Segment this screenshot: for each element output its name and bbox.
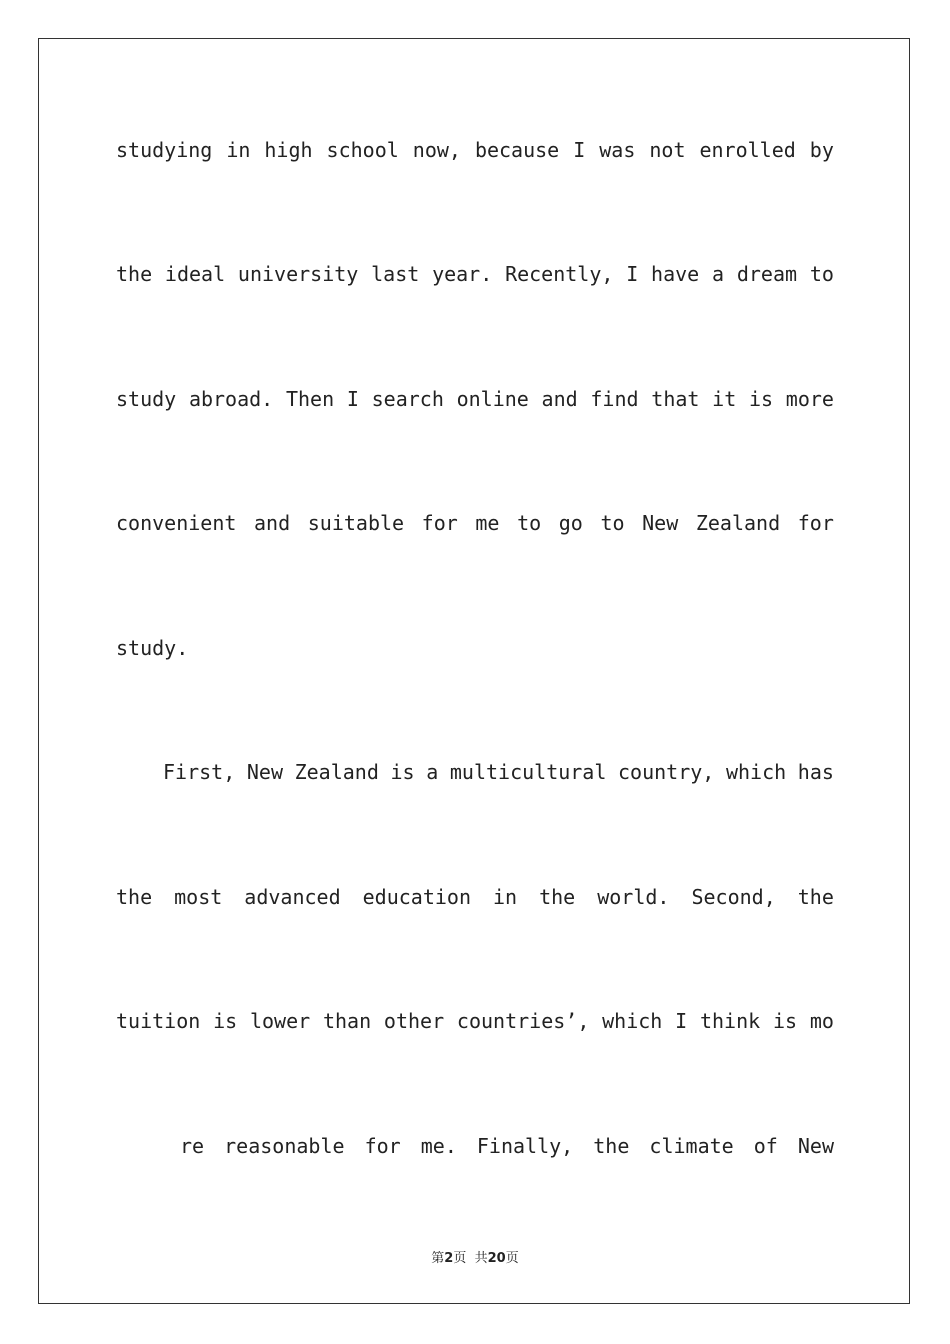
word: the (797, 885, 834, 909)
word: by (809, 138, 834, 162)
word: a (712, 262, 725, 286)
word: not (649, 138, 686, 162)
word: go (558, 511, 583, 535)
word: world. (597, 885, 670, 909)
word: was (599, 138, 636, 162)
word: last (371, 262, 420, 286)
word: find (590, 387, 639, 411)
word: of (753, 1134, 778, 1158)
word: is (748, 387, 774, 411)
word: Finally, (476, 1134, 574, 1158)
text-line-3 (116, 384, 834, 414)
word: study (116, 387, 177, 411)
text-line-1 (116, 135, 834, 165)
page-footer (0, 1247, 950, 1266)
footer-prefix: 第 (431, 1251, 445, 1266)
word: more (785, 387, 834, 411)
word: education (362, 885, 471, 909)
word: than (322, 1009, 372, 1033)
word: abroad. (188, 387, 274, 411)
word: I (573, 138, 586, 162)
word: New (642, 511, 679, 535)
word: which (602, 1009, 663, 1033)
word: the (539, 885, 576, 909)
word: is (772, 1009, 798, 1033)
word: I (346, 387, 359, 411)
word: tuition (116, 1009, 201, 1033)
word: to (600, 511, 625, 535)
text-line-2 (116, 259, 834, 289)
footer-suffix: 页 (505, 1251, 519, 1266)
word: other (383, 1009, 445, 1033)
word: mo (809, 1009, 834, 1033)
text-line-9 (180, 1131, 834, 1161)
word: New (797, 1134, 834, 1158)
word: lower (249, 1009, 311, 1033)
word: climate (649, 1134, 734, 1158)
word: in (226, 138, 251, 162)
word: for (364, 1134, 401, 1158)
text-line-6 (163, 757, 834, 787)
text-line-4 (116, 508, 834, 538)
word: school (326, 138, 399, 162)
word: country, (618, 760, 715, 784)
text-line-5: study. (116, 636, 189, 660)
word: enrolled (699, 138, 796, 162)
word: and (541, 387, 578, 411)
word: and (254, 511, 291, 535)
word: countries’, (456, 1009, 590, 1033)
word: for (421, 511, 458, 535)
word: high (264, 138, 313, 162)
text-line-7 (116, 882, 834, 912)
word: most (174, 885, 223, 909)
word: Then (285, 387, 335, 411)
word: in (493, 885, 518, 909)
word: to (809, 262, 834, 286)
word: First, (163, 760, 236, 784)
word: is (390, 760, 415, 784)
word: Zealand (695, 511, 781, 535)
word: dream (736, 262, 798, 286)
footer-total-pages: 20 (487, 1251, 506, 1266)
footer-mid: 页 共 (453, 1251, 488, 1266)
word: to (517, 511, 542, 535)
word: because (474, 138, 560, 162)
word: me (475, 511, 500, 535)
word: I (626, 262, 639, 286)
word: ideal (164, 262, 226, 286)
word: reasonable (224, 1134, 345, 1158)
word: search (371, 387, 444, 411)
word: re (180, 1134, 205, 1158)
word: that (651, 387, 700, 411)
word: has (797, 760, 834, 784)
text-line-8 (116, 1006, 834, 1036)
word: I (675, 1009, 688, 1033)
word: the (116, 262, 153, 286)
word: Second, (691, 885, 776, 909)
word: for (797, 511, 834, 535)
word: have (651, 262, 700, 286)
page-frame (38, 38, 910, 1304)
word: suitable (307, 511, 405, 535)
word: advanced (244, 885, 341, 909)
word: university (237, 262, 359, 286)
word: studying (116, 138, 213, 162)
word: a (426, 760, 439, 784)
word: now, (412, 138, 461, 162)
word: multicultural (449, 760, 607, 784)
word: year. (432, 262, 493, 286)
word: it (712, 387, 737, 411)
word: New (246, 760, 283, 784)
word: online (456, 387, 529, 411)
word: the (593, 1134, 630, 1158)
word: is (213, 1009, 238, 1033)
word: Recently, (505, 262, 614, 286)
word: convenient (116, 511, 237, 535)
footer-page-number: 2 (444, 1251, 454, 1266)
word: Zealand (294, 760, 379, 784)
word: me. (420, 1134, 457, 1158)
word: think (699, 1009, 761, 1033)
word: the (116, 885, 153, 909)
word: which (725, 760, 787, 784)
